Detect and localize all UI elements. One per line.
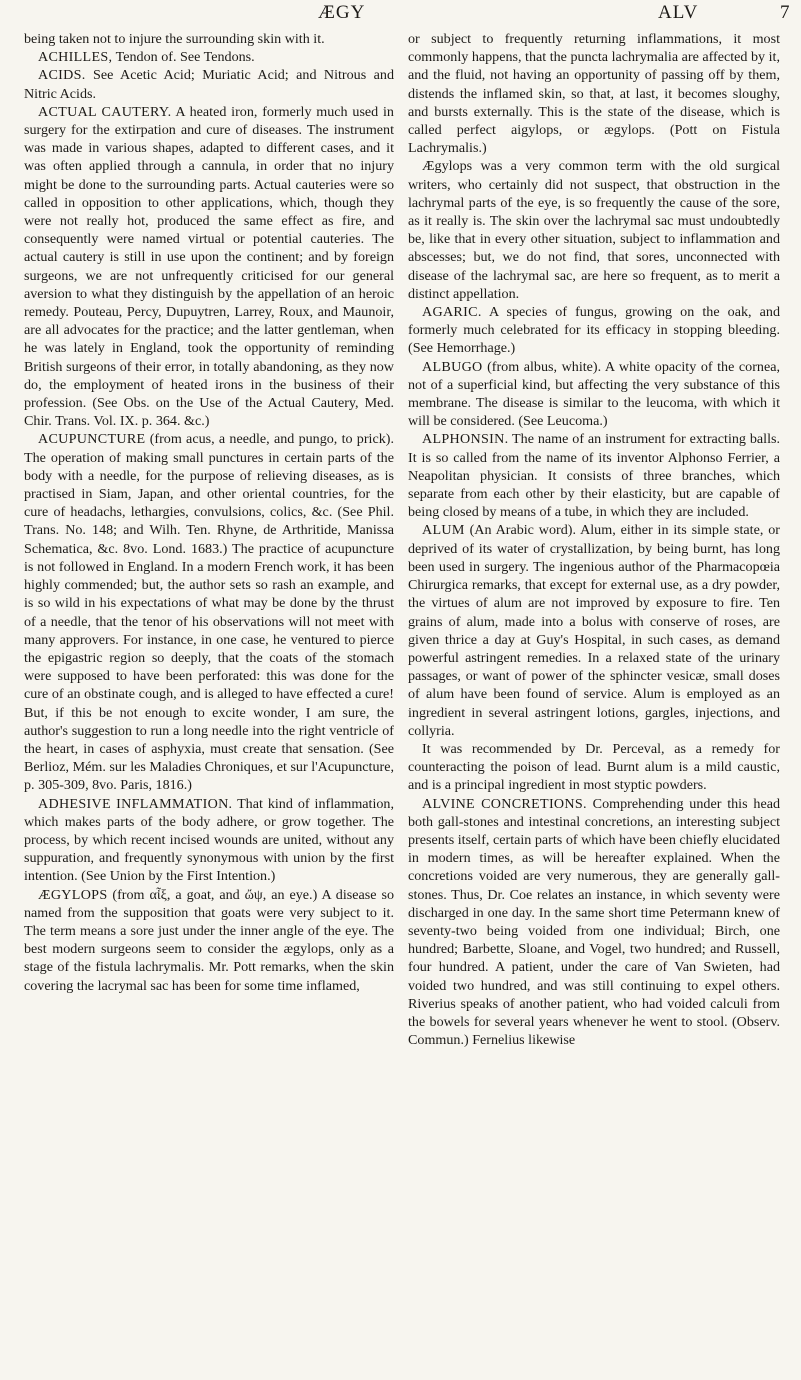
entry-agaric: AGARIC. A species of fungus, growing on the oak, and formerly much celebrated for its efficacy in stopping bleeding. (See Hemorrhage.) [408,304,780,357]
right-column [408,30,780,1049]
entry-term: ACHILLES, [38,49,113,66]
entry-albugo: ALBUGO (from albus, white). A white opacity of the cornea, not of a superficial kind, but affecting the very substance of this membrane. The disease is similar to the leucoma, with which it will be considered. (See Leucoma.) [408,358,780,430]
entry-achilles: ACHILLES, Tendon of. See Tendons. [38,49,255,66]
entry-term: ACIDS. [38,67,86,84]
entry-acids: ACIDS. See Acetic Acid; Muriatic Acid; and Nitrous and Nitric Acids. [24,67,394,102]
page-number: 7 [780,2,791,23]
entry-alum: ALUM (An Arabic word). Alum, either in its simple state, or deprived of its water of crystallization, by being burnt, has long been used in surgery. The ingenious author of the Pharmacopœia Chirurgica remarks, that except for external use, as a dry powder, the virtues of alum are not improved by exposure to fire. Ten grains of alum, made into a bolus with conserve of roses, are given thrice a day at Guy's Hospital, in such cases, as demand powerful astringent remedies. In a relaxed state of the urinary passages, or want of power of the sphincter vesicæ, small doses of alum have been found of service. Alum is employed as an ingredient in several astringent lotions, gargles, injections, and collyria. [408,522,780,739]
entry-alvine-concretions: ALVINE CONCRETIONS. Comprehending under this head both gall-stones and intestinal concretions, an interesting subject presents itself, certain parts of which have been chiefly elucidated in modern times, as will be hereafter explained. When the concretions voided are very numerous, they are generally gall-stones. Thus, Dr. Coe relates an instance, in which seventy were discharged in one day. In the same short time Petermann knew of seventy-two being voided from one individual; Birch, one hundred; Barbette, Sloane, and Vogel, two hundred; and Russell, four hundred. A patient, under the care of Van Swieten, had voided two hundred, and was still continuing to expel others. Riverius speaks of another patient, who had voided calculi from the bowels for several years whenever he went to stool. (Observ. Commun.) Fernelius likewise [408,795,780,1049]
entry-term: ADHESIVE INFLAMMATION. [38,795,233,812]
entry-alphonsin: ALPHONSIN. The name of an instrument for extracting balls. It is so called from the name of its inventor Alphonso Ferrier, a Neapolitan physician. It consists of three branches, which separate from each other by their elasticity, but are capable of being closed by means of a tube, in which they are included. [408,431,780,521]
entry-term: ACUPUNCTURE [38,431,146,448]
entry-term: ALUM [422,522,465,539]
entry-term: ALPHONSIN. [422,431,509,448]
entry-alum-continued: It was recommended by Dr. Perceval, as a remedy for counteracting the poison of lead. Burnt alum is a mild caustic, and is a principal ingredient in most styptic powders. [408,740,780,794]
entry-acupuncture: ACUPUNCTURE (from acus, a needle, and pungo, to prick). The operation of making small punctures in certain parts of the body with a needle, for the purpose of relieving diseases, as is practised in Siam, Japan, and other oriental countries, for the cure of headachs, lethargies, convulsions, colics, &c. (See Phil. Trans. No. 148; and Wilh. Ten. Rhyne, de Arthritide, Manissa Schematica, &c. 8vo. Lond. 1683.) The practice of acupuncture is not followed in England. In a modern French work, it has been highly commended; but, the author sets so rash an example, and is so wild in his expectations of what may be done by the thrust of a needle, that the tenor of his observations will not meet with many approvers. For instance, in one case, he ventured to pierce the epigastric region so deeply, that the coats of the stomach were supposed to have been perforated: this was done for the cure of an obstinate cough, and is alleged to have effected a cure! But, if this be not enough to excite wonder, I am sure, the author's suggestion to run a long needle into the right ventricle of the heart, in cases of asphyxia, must create that sensation. (See Berlioz, Mém. sur les Maladies Chroniques, et sur l'Acupuncture, p. 305-309, 8vo. Paris, 1816.) [24,431,394,794]
left-column [24,30,394,995]
entry-term: ALBUGO [422,358,483,375]
continuation-paragraph: or subject to frequently returning inflammations, it most commonly happens, that the puncta lachrymalia are affected by it, and the fluid, not having an opportunity of passing off by them, distends the inflamed skin, so that, at last, it becomes sloughy, and bursts externally. This is the state of the disease, which is called perfect aigylops, or ægylops. (Pott on Fistula Lachrymalis.) [408,31,780,157]
entry-term: AGARIC. [422,304,482,321]
entry-term: ALVINE CONCRETIONS. [422,795,587,812]
entry-aegylops: ÆGYLOPS (from αἶξ, a goat, and ὤψ, an eye.) A disease so named from the supposition that goats were very subject to it. The term means a sore just under the inner angle of the eye. The best modern surgeons seem to consider the ægylops, only as a stage of the fistula lachrymalis. Mr. Pott remarks, when the skin covering the lacrymal sac has been for some time inflamed, [24,886,394,994]
entry-adhesive-inflammation: ADHESIVE INFLAMMATION. That kind of inflammation, which makes parts of the body adhere, or grow together. The process, by which recent incised wounds are united, without any suppuration, and frequently synonymous with union by the first intention. (See Union by the First Intention.) [24,795,394,885]
page-header [0,2,801,30]
entry-term: ACTUAL CAUTERY. [38,103,172,120]
entry-aegylops-continued: Ægylops was a very common term with the old surgical writers, who certainly did not suspect, that obstruction in the lachrymal parts of the eye, is so frequently the cause of the sore, as it really is. The skin over the lachrymal sac must undoubtedly be, like that in every other situation, subject to inflammation and abscesses; but, we do not find, that sores, unconnected with disease of the lachrymal sac, are here so frequent, as to merit a distinct appellation. [408,158,780,302]
entry-actual-cautery: ACTUAL CAUTERY. A heated iron, formerly much used in surgery for the extirpation and cure of diseases. The instrument was made in various shapes, adapted to different cases, and it was often applied through a cannula, in order that no injury might be done to the surrounding parts. Actual cauteries were so called in opposition to other applications, which, though they were not really hot, produced the same effect as fire, and consequently were named virtual or potential cauteries. The actual cautery is still in use upon the continent; and by foreign surgeons, we are not unfrequently criticised for our general aversion to what they distinguish by the appellation of an heroic remedy. Pouteau, Percy, Dupuytren, Larrey, Roux, and Maunoir, are all advocates for the practice; and the latter gentleman, when he was lately in England, took the opportunity of reminding British surgeons of their error, in totally abandoning, as they now do, the employment of heated irons in the business of their profession. (See Obs. on the Use of the Actual Cautery, Med. Chir. Trans. Vol. IX. p. 364. &c.) [24,103,394,430]
header-left-guide-word: ÆGY [318,2,366,23]
continuation-paragraph: being taken not to injure the surrounding skin with it. [24,31,325,47]
entry-term: ÆGYLOPS [38,886,108,903]
header-right-guide-word: ALV [658,2,699,23]
